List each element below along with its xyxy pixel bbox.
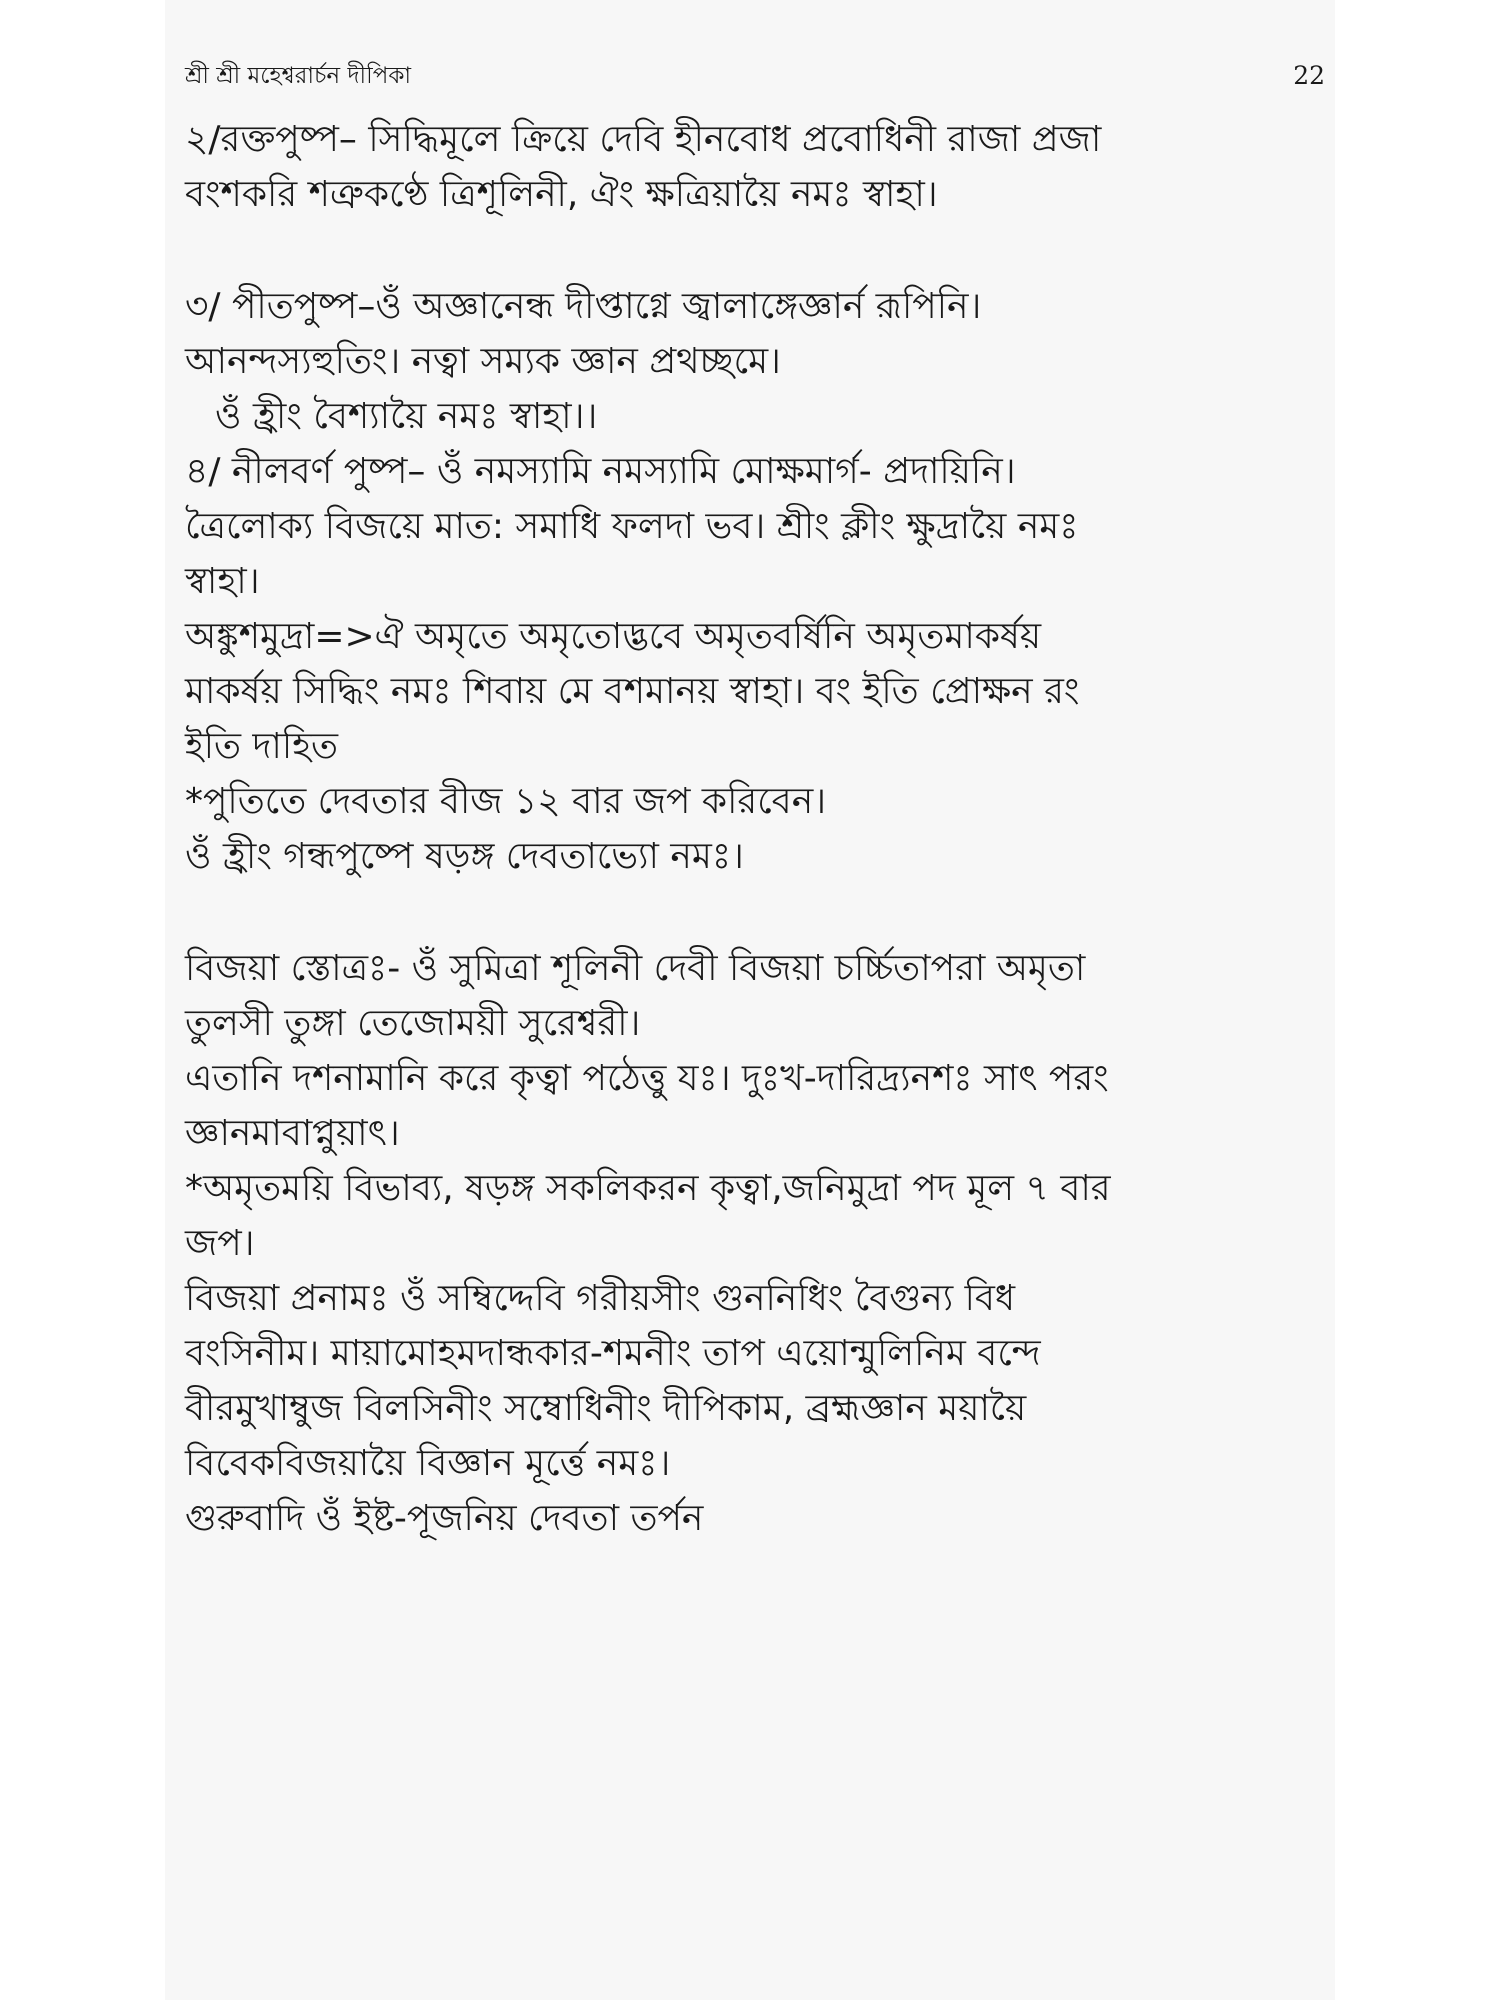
line-shadanga: ওঁ হ্রীং গন্ধপুষ্পে ষড়ঙ্গ দেবতাভ্যো নমঃ। (185, 836, 744, 877)
line-vijaya-stotra-2: তুলসী তুঙ্গা তেজোময়ী সুরেশ্বরী। (185, 1003, 641, 1044)
running-head (185, 58, 1325, 94)
page-number: 22 (1293, 61, 1325, 90)
line-vijaya-pranam-3: বীরমুখাম্বুজ বিলসিনীং সম্বোধিনীং দীপিকাম, ব্রহ্মজ্ঞান ময়ায়ৈ (185, 1388, 1027, 1429)
book-page (165, 0, 1335, 2000)
line-note-amritamayi-1: *অমৃতময়ি বিভাব্য, ষড়ঙ্গ সকলিকরন কৃত্বা,জনিমুদ্রা পদ মূল ৭ বার (185, 1168, 1111, 1209)
line-yellow-flower-3: ওঁ হ্রীং বৈশ্যায়ৈ নমঃ স্বাহা।। (215, 396, 598, 437)
line-note-amritamayi-2: জপ। (185, 1223, 255, 1264)
line-blue-flower-3: স্বাহা। (185, 561, 260, 602)
line-blue-flower-1: ৪/ নীলবর্ণ পুষ্প– ওঁ নমস্যামি নমস্যামি মোক্ষমার্গ- প্রদায়িনি। (185, 451, 1016, 492)
line-vijaya-stotra-3: এতানি দশনামানি করে কৃত্বা পঠেত্তু যঃ। দুঃখ-দারিদ্র্যনশঃ সাৎ পরং (185, 1058, 1109, 1099)
line-ankusha-mudra-1: অঙ্কুশমুদ্রা=>ঐ অমৃতে অমৃতোদ্ভবে অমৃতবর্ষিনি অমৃতমাকর্ষয় (185, 616, 1042, 657)
line-vijaya-pranam-4: বিবেকবিজয়ায়ৈ বিজ্ঞান মূর্ত্তে নমঃ। (185, 1443, 671, 1484)
line-yellow-flower-2: আনন্দস্যহুতিং। নত্বা সম্যক জ্ঞান প্রথচ্ছমে। (185, 341, 781, 382)
book-title: শ্রী শ্রী মহেশ্বরার্চন দীপিকা (185, 63, 412, 89)
line-ankusha-mudra-2: মাকর্ষয় সিদ্ধিং নমঃ শিবায় মে বশমানয় স্বাহা। বং ইতি প্রোক্ষন রং (185, 671, 1080, 712)
line-vijaya-stotra-4: জ্ঞানমাবাপ্নুয়াৎ। (185, 1113, 400, 1154)
line-ankusha-mudra-3: ইতি দাহিত (185, 726, 339, 767)
line-yellow-flower-1: ৩/ পীতপুষ্প–ওঁ অজ্ঞানেন্ধ দীপ্তাগ্নে জ্বালাঙ্গেজ্ঞার্ন রূপিনি। (185, 286, 982, 327)
line-red-flower-2: বংশকরি শত্রুকণ্ঠে ত্রিশূলিনী, ঐং ক্ষত্রিয়ায়ৈ নমঃ স্বাহা। (185, 174, 938, 215)
line-vijaya-pranam-2: বংসিনীম। মায়ামোহমদান্ধকার-শমনীং তাপ এয়োন্মুলিনিম বন্দে (185, 1333, 1041, 1374)
line-note-japa: *পুতিতে দেবতার বীজ ১২ বার জপ করিবেন। (185, 781, 827, 822)
line-red-flower-1: ২/রক্তপুষ্প– সিদ্ধিমূলে ক্রিয়ে দেবি হীনবোধ প্রবোধিনী রাজা প্রজা (185, 119, 1102, 160)
line-blue-flower-2: ত্রৈলোক্য বিজয়ে মাত: সমাধি ফলদা ভব। শ্রীং ক্লীং ক্ষুদ্রায়ৈ নমঃ (185, 506, 1079, 547)
line-vijaya-stotra-1: বিজয়া স্তোত্রঃ- ওঁ সুমিত্রা শূলিনী দেবী বিজয়া চর্চ্চিতাপরা অমৃতা (185, 948, 1086, 989)
line-vijaya-pranam-1: বিজয়া প্রনামঃ ওঁ সম্বিদ্দেবি গরীয়সীং গুননিধিং বৈগুন্য বিধ (185, 1278, 1016, 1319)
line-tarpan: গুরুবাদি ওঁ ইষ্ট-পূজনিয় দেবতা তর্পন (185, 1498, 704, 1539)
